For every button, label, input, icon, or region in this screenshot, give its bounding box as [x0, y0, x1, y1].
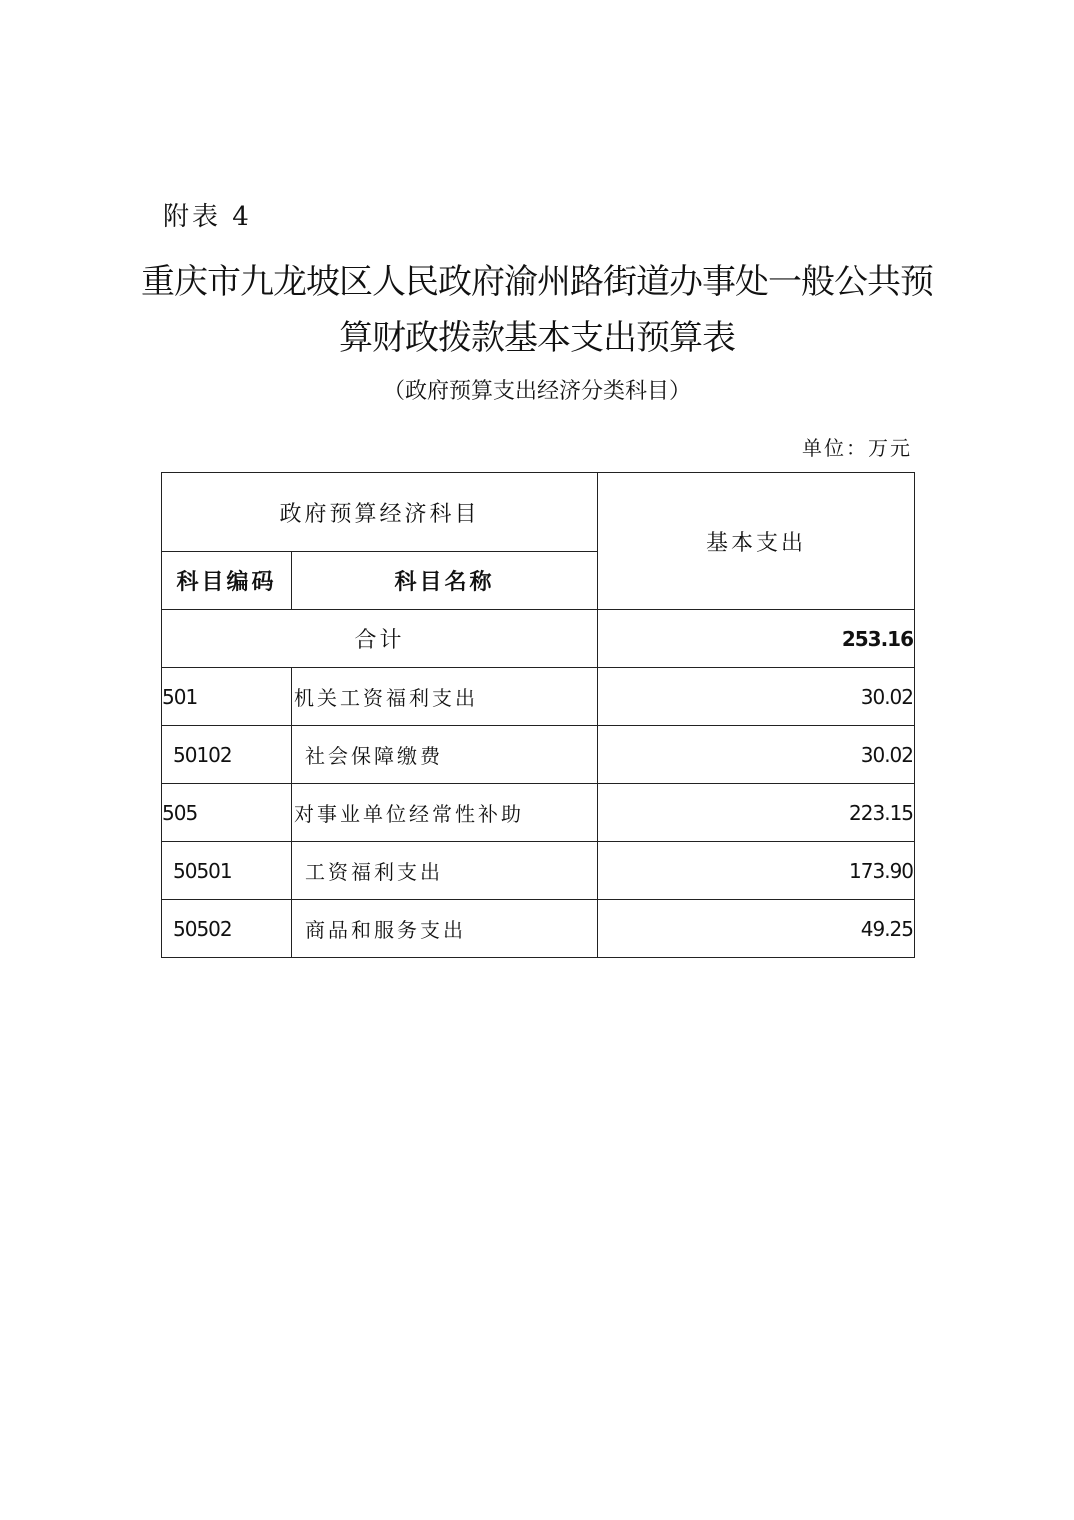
row-value: 173.90	[598, 842, 915, 900]
row-code: 50502	[162, 900, 292, 958]
row-code: 505	[162, 784, 292, 842]
table-row	[162, 726, 915, 784]
table-row	[162, 900, 915, 958]
total-value: 253.16	[598, 610, 915, 668]
row-value: 49.25	[598, 900, 915, 958]
table-row	[162, 668, 915, 726]
header-subject-name: 科目名称	[292, 552, 598, 610]
header-economic-subject: 政府预算经济科目	[162, 473, 598, 552]
unit-label: 单位：万元	[802, 436, 912, 460]
row-code: 501	[162, 668, 292, 726]
row-value: 30.02	[598, 668, 915, 726]
row-name: 商品和服务支出	[292, 900, 598, 958]
table-total-row	[162, 610, 915, 668]
annex-label: 附表 4	[163, 202, 252, 232]
row-name: 机关工资福利支出	[292, 668, 598, 726]
table-row	[162, 842, 915, 900]
row-code: 50102	[162, 726, 292, 784]
row-name: 对事业单位经常性补助	[292, 784, 598, 842]
page-subtitle: （政府预算支出经济分类科目）	[382, 379, 691, 404]
row-code: 50501	[162, 842, 292, 900]
page-title-line-1: 重庆市九龙坡区人民政府渝州路街道办事处一般公共预	[141, 262, 933, 302]
table-header-row	[162, 473, 915, 552]
table-row	[162, 784, 915, 842]
row-value: 30.02	[598, 726, 915, 784]
row-name: 工资福利支出	[292, 842, 598, 900]
header-subject-code: 科目编码	[162, 552, 292, 610]
budget-table	[161, 472, 915, 958]
header-basic-expenditure: 基本支出	[598, 473, 915, 610]
row-value: 223.15	[598, 784, 915, 842]
row-name: 社会保障缴费	[292, 726, 598, 784]
page-title-line-2: 算财政拨款基本支出预算表	[339, 318, 735, 358]
total-label: 合计	[162, 610, 598, 668]
